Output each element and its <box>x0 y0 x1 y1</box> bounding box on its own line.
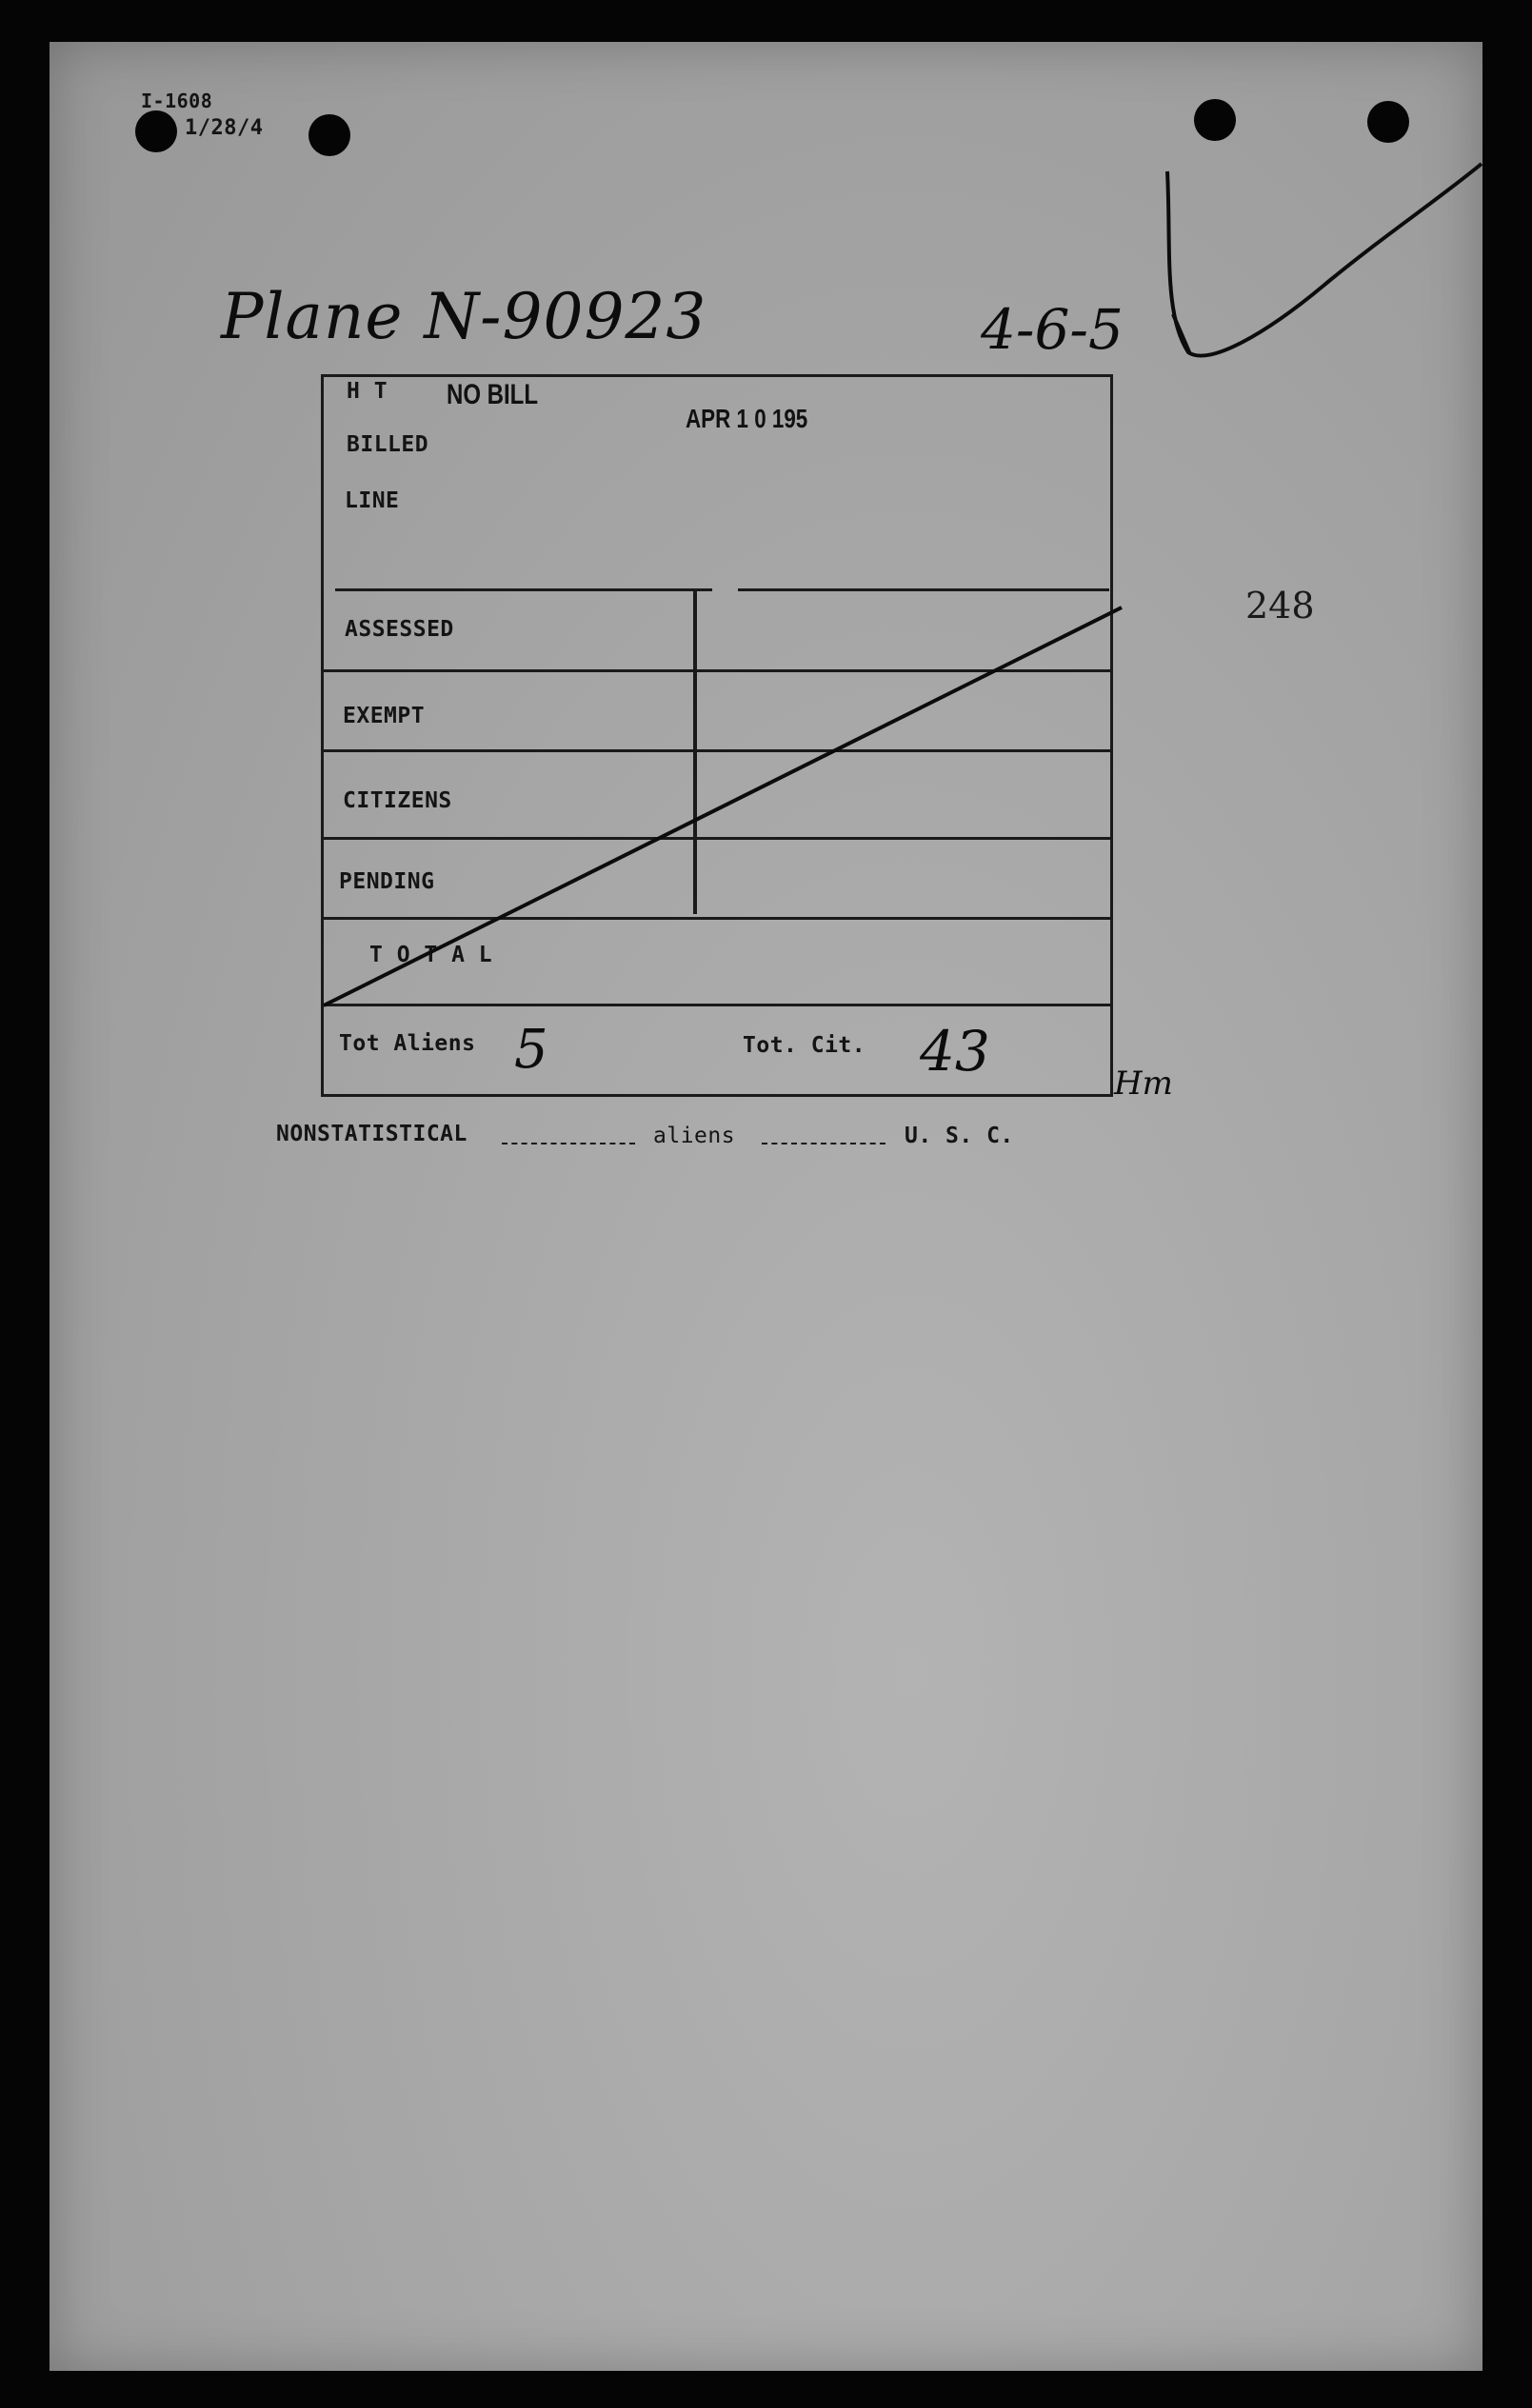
form-number: I-1608 <box>141 90 213 112</box>
form-date: 1/28/4 <box>185 116 264 140</box>
page-number: 248 <box>1245 585 1315 627</box>
assessed-label: ASSESSED <box>345 617 454 642</box>
date-stamp: APR 1 0 195 <box>686 404 808 433</box>
ht-label: H T <box>347 379 388 404</box>
no-bill-stamp: NO BILL <box>447 379 538 410</box>
handwritten-date: 4-6-5 <box>981 297 1124 362</box>
billed-label: BILLED <box>347 432 429 457</box>
line-label: LINE <box>345 488 400 513</box>
nonstatistical-label: NONSTATISTICAL <box>276 1122 468 1146</box>
citizens-label: CITIZENS <box>343 788 452 813</box>
tot-aliens-label: Tot Aliens <box>339 1031 476 1056</box>
check-swoosh <box>1167 164 1482 356</box>
cancellation-line <box>324 607 1122 1005</box>
plane-number-handwritten: Plane N-90923 <box>221 280 707 353</box>
date-strike <box>1173 314 1190 354</box>
tot-cit-label: Tot. Cit. <box>743 1033 866 1058</box>
tot-aliens-value: 5 <box>514 1019 548 1081</box>
aliens-label: aliens <box>653 1124 736 1148</box>
exempt-label: EXEMPT <box>343 704 426 728</box>
usc-label: U. S. C. <box>905 1124 1014 1148</box>
initials: Hm <box>1114 1065 1173 1103</box>
pending-label: PENDING <box>339 869 435 894</box>
total-label: T O T A L <box>369 943 493 967</box>
tot-cit-value: 43 <box>920 1019 990 1084</box>
